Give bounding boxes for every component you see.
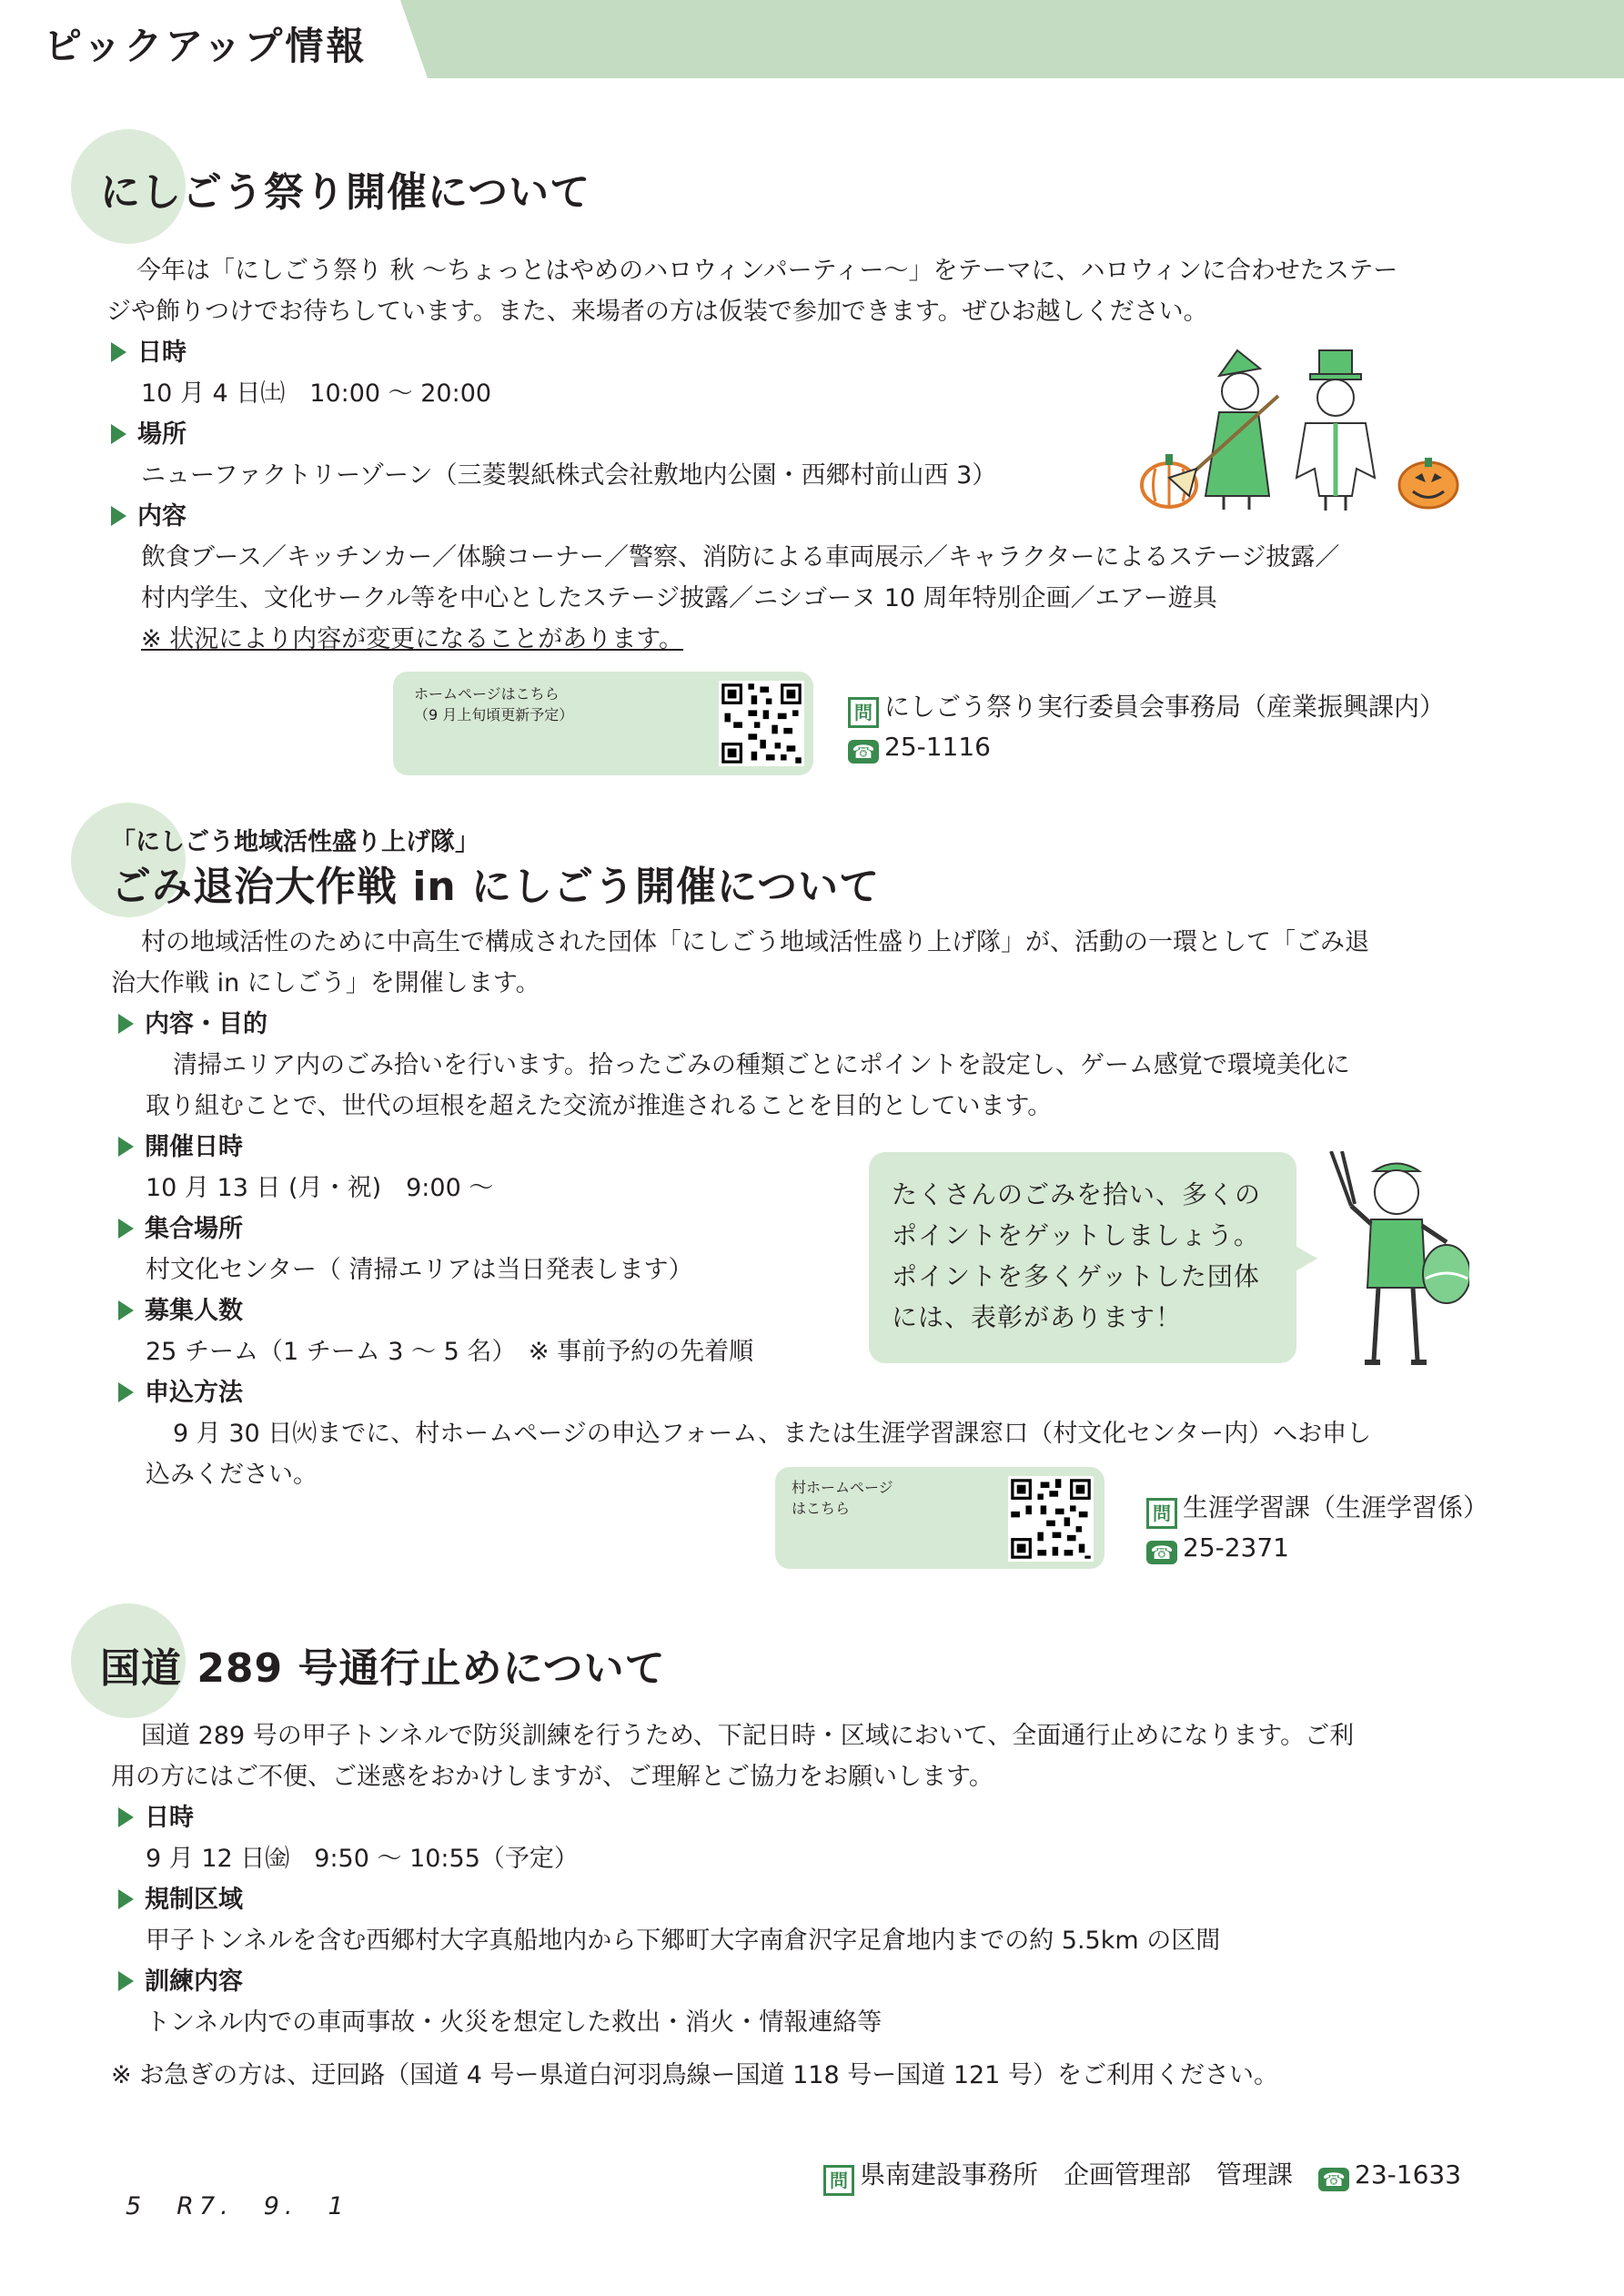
cleanup-title: ごみ退治大作戦 in にしごう開催について: [111, 864, 881, 910]
vampire-character-icon: [1296, 350, 1375, 511]
festival-content-label: 内容: [111, 496, 187, 537]
festival-place-label: 場所: [111, 414, 187, 455]
cleanup-recruit-value: 25 チーム（1 チーム 3 〜 5 名） ※ 事前予約の先着順: [146, 1338, 754, 1366]
cleanup-contact-org: 問 生涯学習課（生涯学習係）: [1146, 1488, 1488, 1529]
cleanup-intro-2: 治大作戦 in にしごう」を開催します。: [111, 969, 540, 997]
festival-title: にしごう祭り開催について: [100, 169, 591, 216]
phone-icon: ☎: [848, 740, 879, 764]
cleanup-purpose-1: 清掃エリア内のごみ拾いを行います。拾ったごみの種類ごとにポイントを設定し、ゲーム感覚で環境美化に: [173, 1051, 1350, 1079]
festival-intro-1: 今年は「にしごう祭り 秋 〜ちょっとはやめのハロウィンパーティー〜」をテーマに、ハロウィンに合わせたステー: [136, 257, 1398, 285]
triangle-bullet-icon: [111, 506, 126, 526]
festival-date-value: 10 月 4 日㈯ 10:00 〜 20:00: [141, 379, 492, 408]
speech-bubble-text: たくさんのごみを拾い、多くの ポイントをゲットしましょう。 ポイントを多くゲットした団体 には、表彰があります！: [892, 1179, 1262, 1332]
cleanup-apply-1: 9 月 30 日㈫までに、村ホームページの申込フォーム、または生涯学習課窓口（村文化センター内）へお申し: [173, 1420, 1372, 1448]
triangle-bullet-icon: [118, 1219, 134, 1239]
road-contact: 問 県南建設事務所 企画管理部 管理課 ☎ 23-1633: [823, 2155, 1461, 2196]
road-title: 国道 289 号通行止めについて: [100, 1645, 666, 1692]
road-note: ※ お急ぎの方は、迂回路（国道 4 号ー県道白河羽鳥線ー国道 118 号ー国道 121 号）をご利用ください。: [111, 2061, 1278, 2089]
road-intro-2: 用の方にはご不便、ご迷惑をおかけしますが、ご理解とご協力をお願いします。: [111, 1763, 994, 1791]
page-number: 5 R7. 9. 1: [126, 2192, 349, 2220]
road-area-label: 規制区域: [118, 1879, 243, 1920]
inquiry-icon: 問: [848, 697, 879, 728]
cleanup-kicker: 「にしごう地域活性盛り上げ隊」: [111, 828, 479, 856]
festival-date-label: 日時: [111, 332, 187, 373]
road-area-value: 甲子トンネルを含む西郷村大字真船地内から下郷町大字南倉沢字足倉地内までの約 5.5km の区間: [146, 1927, 1221, 1955]
cleanup-meet-value: 村文化センター（ 清掃エリアは当日発表します）: [146, 1256, 693, 1284]
phone-icon: ☎: [1318, 2168, 1349, 2191]
road-date-value: 9 月 12 日㈮ 9:50 〜 10:55（予定）: [146, 1845, 579, 1873]
cleanup-homepage-label: 村ホームページ はこちら: [792, 1479, 893, 1517]
road-drill-value: トンネル内での車両事故・火災を想定した救出・消火・情報連絡等: [146, 2008, 883, 2037]
cleanup-meet-label: 集合場所: [118, 1209, 243, 1249]
halloween-illustration: [1133, 341, 1469, 514]
triangle-bullet-icon: [118, 1807, 134, 1827]
triangle-bullet-icon: [118, 1137, 134, 1157]
cleanup-purpose-2: 取り組むことで、世代の垣根を超えた交流が推進されることを目的としています。: [146, 1092, 1053, 1120]
speech-bubble-tail: [1294, 1245, 1317, 1272]
triangle-bullet-icon: [118, 1382, 134, 1402]
road-date-label: 日時: [118, 1797, 194, 1838]
triangle-bullet-icon: [118, 1971, 134, 1991]
road-intro-1: 国道 289 号の甲子トンネルで防災訓練を行うため、下記日時・区域において、全面通行止めになります。ご利: [141, 1722, 1355, 1750]
festival-contact-tel: ☎ 25-1116: [848, 727, 991, 767]
cleanup-date-label: 開催日時: [118, 1127, 243, 1168]
festival-contact-org: 問 にしごう祭り実行委員会事務局（産業振興課内）: [848, 687, 1445, 728]
jack-o-lantern-icon: [1399, 458, 1458, 508]
cleanup-purpose-label: 内容・目的: [118, 1004, 267, 1045]
cleanup-contact-tel: ☎ 25-2371: [1146, 1528, 1289, 1568]
inquiry-icon: 問: [823, 2165, 854, 2196]
festival-intro-2: ジや飾りつけでお待ちしています。また、来場者の方は仮装で参加できます。ぜひお越しください。: [106, 298, 1208, 326]
cleanup-intro-1: 村の地域活性のために中高生で構成された団体「にしごう地域活性盛り上げ隊」が、活動の一環として「ごみ退: [141, 928, 1369, 956]
cleanup-date-value: 10 月 13 日 (月・祝) 9:00 〜: [146, 1174, 494, 1202]
road-drill-label: 訓練内容: [118, 1961, 243, 2002]
festival-content-1: 飲食ブース／キッチンカー／体験コーナー／警察、消防による車両展示／キャラクターによるステージ披露／: [141, 543, 1340, 571]
triangle-bullet-icon: [111, 424, 126, 444]
cleanup-qr-code-icon[interactable]: [1008, 1476, 1094, 1562]
festival-place-value: ニューファクトリーゾーン（三菱製紙株式会社敷地内公園・西郷村前山西 3）: [141, 461, 997, 490]
page-section-title: ピックアップ情報: [44, 24, 368, 68]
festival-homepage-label: ホームページはこちら （9 月上旬頃更新予定）: [414, 685, 574, 723]
inquiry-icon: 問: [1146, 1498, 1177, 1529]
festival-content-2: 村内学生、文化サークル等を中心としたステージ披露／ニシゴーヌ 10 周年特別企画／エアー遊具: [141, 584, 1217, 612]
cleanup-apply-label: 申込方法: [118, 1372, 243, 1413]
triangle-bullet-icon: [118, 1889, 134, 1909]
cleanup-apply-2: 込みください。: [146, 1461, 318, 1489]
phone-icon: ☎: [1146, 1541, 1177, 1564]
trash-picker-character-icon: [1324, 1151, 1469, 1370]
witch-character-icon: [1169, 350, 1278, 510]
triangle-bullet-icon: [118, 1014, 134, 1034]
triangle-bullet-icon: [118, 1300, 134, 1320]
festival-note: ※ 状況により内容が変更になることがあります。: [141, 625, 684, 653]
cleanup-recruit-label: 募集人数: [118, 1290, 243, 1331]
festival-qr-code-icon[interactable]: [719, 681, 804, 766]
triangle-bullet-icon: [111, 342, 126, 362]
